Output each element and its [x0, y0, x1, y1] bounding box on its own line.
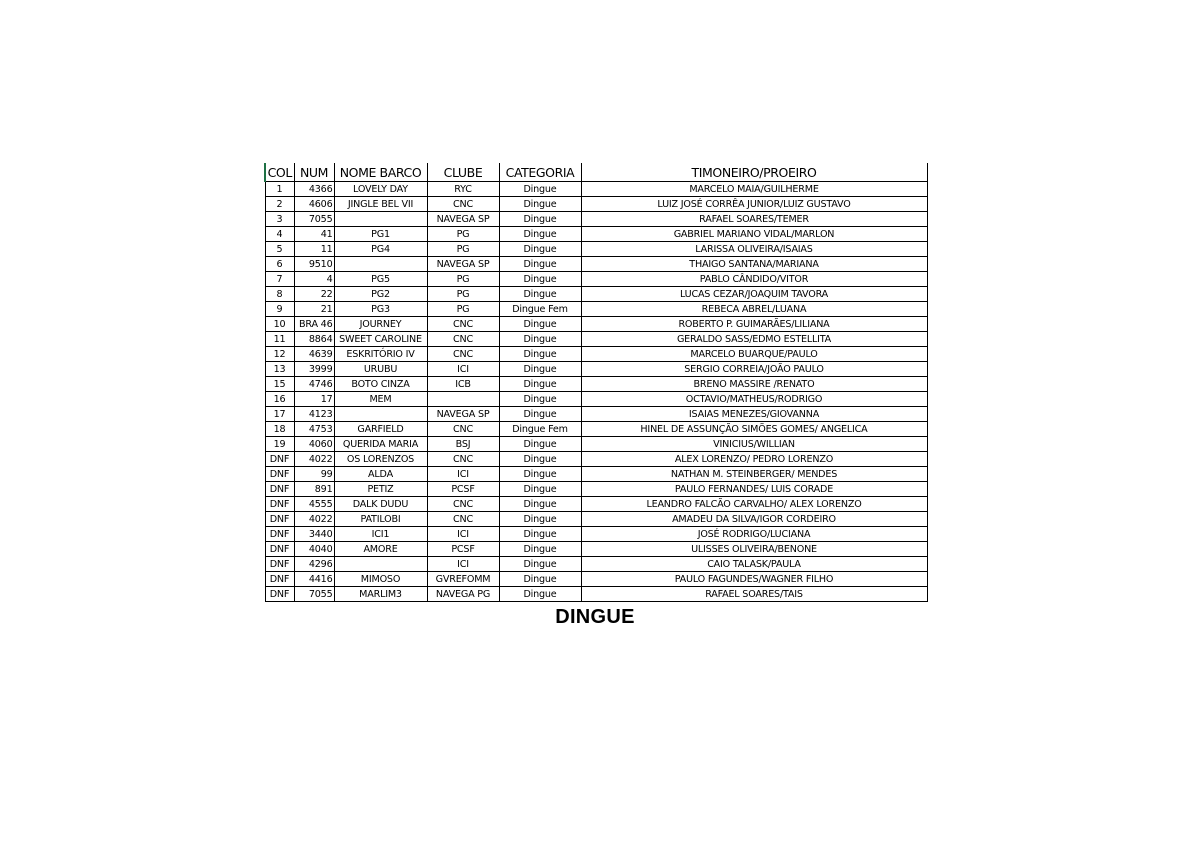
cell-timoneiro: PAULO FAGUNDES/WAGNER FILHO [581, 572, 927, 587]
cell-timoneiro: ULISSES OLIVEIRA/BENONE [581, 542, 927, 557]
cell-col: 4 [265, 227, 294, 242]
table-row [265, 512, 927, 527]
table-row [265, 497, 927, 512]
cell-clube: ICB [427, 377, 499, 392]
cell-col: DNF [265, 527, 294, 542]
cell-num: 99 [294, 467, 334, 482]
cell-timoneiro: MARCELO MAIA/GUILHERME [581, 182, 927, 197]
cell-nome-barco: PG2 [334, 287, 427, 302]
cell-categoria: Dingue [499, 287, 581, 302]
cell-clube: NAVEGA SP [427, 257, 499, 272]
cell-col: DNF [265, 467, 294, 482]
cell-categoria: Dingue [499, 497, 581, 512]
cell-nome-barco [334, 557, 427, 572]
cell-num: 4639 [294, 347, 334, 362]
cell-nome-barco: ALDA [334, 467, 427, 482]
cell-clube: NAVEGA SP [427, 407, 499, 422]
cell-num: 4123 [294, 407, 334, 422]
cell-col: DNF [265, 587, 294, 602]
header-categoria: CATEGORIA [499, 163, 581, 182]
cell-num: 4746 [294, 377, 334, 392]
cell-col: DNF [265, 452, 294, 467]
cell-nome-barco [334, 407, 427, 422]
cell-num: 7055 [294, 212, 334, 227]
cell-timoneiro: OCTAVIO/MATHEUS/RODRIGO [581, 392, 927, 407]
cell-nome-barco: ESKRITÓRIO IV [334, 347, 427, 362]
cell-categoria: Dingue [499, 362, 581, 377]
cell-col: DNF [265, 482, 294, 497]
table-row [265, 452, 927, 467]
cell-clube: CNC [427, 317, 499, 332]
cell-timoneiro: SERGIO CORREIA/JOÃO PAULO [581, 362, 927, 377]
cell-num: 22 [294, 287, 334, 302]
cell-categoria: Dingue [499, 407, 581, 422]
cell-nome-barco: DALK DUDU [334, 497, 427, 512]
cell-nome-barco: LOVELY DAY [334, 182, 427, 197]
cell-nome-barco: MIMOSO [334, 572, 427, 587]
cell-categoria: Dingue [499, 452, 581, 467]
table-row [265, 257, 927, 272]
table-row [265, 467, 927, 482]
cell-num: 41 [294, 227, 334, 242]
cell-timoneiro: LUCAS CEZAR/JOAQUIM TAVORA [581, 287, 927, 302]
table-row [265, 422, 927, 437]
cell-clube: BSJ [427, 437, 499, 452]
cell-categoria: Dingue [499, 557, 581, 572]
cell-num: 4 [294, 272, 334, 287]
cell-num: 4022 [294, 512, 334, 527]
cell-categoria: Dingue [499, 347, 581, 362]
cell-timoneiro: AMADEU DA SILVA/IGOR CORDEIRO [581, 512, 927, 527]
cell-num: 4040 [294, 542, 334, 557]
cell-categoria: Dingue [499, 197, 581, 212]
cell-categoria: Dingue [499, 227, 581, 242]
cell-col: 16 [265, 392, 294, 407]
cell-nome-barco: MEM [334, 392, 427, 407]
cell-timoneiro: GABRIEL MARIANO VIDAL/MARLON [581, 227, 927, 242]
cell-categoria: Dingue [499, 572, 581, 587]
table-row [265, 317, 927, 332]
cell-col: 12 [265, 347, 294, 362]
cell-categoria: Dingue [499, 587, 581, 602]
cell-col: 17 [265, 407, 294, 422]
table-row [265, 242, 927, 257]
cell-nome-barco: QUERIDA MARIA [334, 437, 427, 452]
cell-clube: CNC [427, 332, 499, 347]
cell-num: 4606 [294, 197, 334, 212]
table-row [265, 272, 927, 287]
cell-clube [427, 392, 499, 407]
cell-nome-barco [334, 212, 427, 227]
cell-timoneiro: ISAIAS MENEZES/GIOVANNA [581, 407, 927, 422]
cell-clube: ICI [427, 527, 499, 542]
cell-clube: ICI [427, 557, 499, 572]
cell-categoria: Dingue [499, 512, 581, 527]
cell-timoneiro: RAFAEL SOARES/TEMER [581, 212, 927, 227]
cell-col: 19 [265, 437, 294, 452]
table-row [265, 287, 927, 302]
table-row [265, 332, 927, 347]
cell-categoria: Dingue [499, 482, 581, 497]
cell-nome-barco: AMORE [334, 542, 427, 557]
cell-clube: CNC [427, 512, 499, 527]
cell-col: 6 [265, 257, 294, 272]
cell-num: 11 [294, 242, 334, 257]
cell-nome-barco [334, 257, 427, 272]
cell-col: DNF [265, 497, 294, 512]
table-row [265, 482, 927, 497]
cell-col: 8 [265, 287, 294, 302]
cell-num: 4416 [294, 572, 334, 587]
cell-col: 7 [265, 272, 294, 287]
results-table [264, 163, 928, 602]
cell-num: 4060 [294, 437, 334, 452]
cell-nome-barco: PG5 [334, 272, 427, 287]
cell-clube: RYC [427, 182, 499, 197]
cell-col: DNF [265, 557, 294, 572]
cell-categoria: Dingue [499, 437, 581, 452]
cell-num: 7055 [294, 587, 334, 602]
cell-timoneiro: LEANDRO FALCÃO CARVALHO/ ALEX LORENZO [581, 497, 927, 512]
cell-nome-barco: ICI1 [334, 527, 427, 542]
cell-clube: CNC [427, 422, 499, 437]
table-row [265, 182, 927, 197]
cell-num: 3999 [294, 362, 334, 377]
cell-timoneiro: MARCELO BUARQUE/PAULO [581, 347, 927, 362]
cell-categoria: Dingue [499, 272, 581, 287]
cell-categoria: Dingue [499, 242, 581, 257]
page-title: DINGUE [555, 606, 635, 628]
cell-clube: PG [427, 287, 499, 302]
cell-timoneiro: ROBERTO P. GUIMARÃES/LILIANA [581, 317, 927, 332]
table-row [265, 197, 927, 212]
cell-categoria: Dingue Fem [499, 302, 581, 317]
cell-nome-barco: PG4 [334, 242, 427, 257]
table-row [265, 572, 927, 587]
cell-timoneiro: HINEL DE ASSUNÇÃO SIMÕES GOMES/ ANGELICA [581, 422, 927, 437]
cell-timoneiro: BRENO MASSIRE /RENATO [581, 377, 927, 392]
cell-clube: NAVEGA SP [427, 212, 499, 227]
header-num: NUM [294, 163, 334, 182]
cell-nome-barco: BOTO CINZA [334, 377, 427, 392]
cell-timoneiro: REBECA ABREL/LUANA [581, 302, 927, 317]
cell-nome-barco: JINGLE BEL VII [334, 197, 427, 212]
cell-nome-barco: OS LORENZOS [334, 452, 427, 467]
cell-num: 4753 [294, 422, 334, 437]
cell-num: 891 [294, 482, 334, 497]
cell-clube: PG [427, 242, 499, 257]
header-clube: CLUBE [427, 163, 499, 182]
cell-num: 4296 [294, 557, 334, 572]
cell-col: 1 [265, 182, 294, 197]
table-row [265, 587, 927, 602]
cell-num: 17 [294, 392, 334, 407]
cell-col: DNF [265, 542, 294, 557]
cell-col: 3 [265, 212, 294, 227]
cell-clube: ICI [427, 467, 499, 482]
cell-timoneiro: THAIGO SANTANA/MARIANA [581, 257, 927, 272]
cell-col: 15 [265, 377, 294, 392]
cell-nome-barco: PG3 [334, 302, 427, 317]
cell-categoria: Dingue [499, 257, 581, 272]
cell-col: 9 [265, 302, 294, 317]
cell-categoria: Dingue Fem [499, 422, 581, 437]
cell-timoneiro: NATHAN M. STEINBERGER/ MENDES [581, 467, 927, 482]
table-row [265, 302, 927, 317]
cell-num: 4022 [294, 452, 334, 467]
cell-col: 18 [265, 422, 294, 437]
cell-timoneiro: JOSÉ RODRIGO/LUCIANA [581, 527, 927, 542]
header-timoneiro: TIMONEIRO/PROEIRO [581, 163, 927, 182]
cell-nome-barco: PG1 [334, 227, 427, 242]
cell-clube: NAVEGA PG [427, 587, 499, 602]
cell-num: BRA 46 [294, 317, 334, 332]
header-col: COL [265, 163, 294, 182]
cell-timoneiro: VINICIUS/WILLIAN [581, 437, 927, 452]
cell-col: 11 [265, 332, 294, 347]
cell-nome-barco: PATILOBI [334, 512, 427, 527]
cell-clube: CNC [427, 347, 499, 362]
cell-nome-barco: SWEET CAROLINE [334, 332, 427, 347]
cell-col: 2 [265, 197, 294, 212]
cell-clube: GVREFOMM [427, 572, 499, 587]
cell-col: 5 [265, 242, 294, 257]
cell-clube: PCSF [427, 482, 499, 497]
cell-num: 4555 [294, 497, 334, 512]
cell-clube: PG [427, 272, 499, 287]
cell-col: DNF [265, 512, 294, 527]
table-row [265, 212, 927, 227]
cell-nome-barco: GARFIELD [334, 422, 427, 437]
cell-timoneiro: CAIO TALASK/PAULA [581, 557, 927, 572]
cell-num: 21 [294, 302, 334, 317]
cell-timoneiro: LARISSA OLIVEIRA/ISAIAS [581, 242, 927, 257]
cell-clube: PG [427, 302, 499, 317]
table-row [265, 392, 927, 407]
cell-num: 9510 [294, 257, 334, 272]
cell-categoria: Dingue [499, 377, 581, 392]
cell-nome-barco: URUBU [334, 362, 427, 377]
cell-clube: PG [427, 227, 499, 242]
header-nome-barco: NOME BARCO [334, 163, 427, 182]
table-row [265, 377, 927, 392]
cell-timoneiro: PAULO FERNANDES/ LUIS CORADE [581, 482, 927, 497]
cell-categoria: Dingue [499, 392, 581, 407]
cell-num: 3440 [294, 527, 334, 542]
cell-timoneiro: ALEX LORENZO/ PEDRO LORENZO [581, 452, 927, 467]
cell-nome-barco: PETIZ [334, 482, 427, 497]
cell-num: 4366 [294, 182, 334, 197]
cell-timoneiro: GERALDO SASS/EDMO ESTELLITA [581, 332, 927, 347]
cell-timoneiro: LUIZ JOSÉ CORRÊA JUNIOR/LUIZ GUSTAVO [581, 197, 927, 212]
cell-nome-barco: JOURNEY [334, 317, 427, 332]
table-row [265, 407, 927, 422]
cell-num: 8864 [294, 332, 334, 347]
cell-categoria: Dingue [499, 212, 581, 227]
cell-categoria: Dingue [499, 467, 581, 482]
cell-col: 10 [265, 317, 294, 332]
cell-col: DNF [265, 572, 294, 587]
cell-categoria: Dingue [499, 332, 581, 347]
table-row [265, 362, 927, 377]
cell-clube: ICI [427, 362, 499, 377]
header-row [265, 163, 927, 182]
cell-clube: PCSF [427, 542, 499, 557]
cell-clube: CNC [427, 452, 499, 467]
table-row [265, 542, 927, 557]
cell-clube: CNC [427, 197, 499, 212]
cell-nome-barco: MARLIM3 [334, 587, 427, 602]
table-row [265, 437, 927, 452]
table-row [265, 557, 927, 572]
cell-clube: CNC [427, 497, 499, 512]
cell-timoneiro: RAFAEL SOARES/TAIS [581, 587, 927, 602]
cell-categoria: Dingue [499, 527, 581, 542]
table-row [265, 227, 927, 242]
cell-categoria: Dingue [499, 542, 581, 557]
table-row [265, 527, 927, 542]
cell-categoria: Dingue [499, 317, 581, 332]
cell-col: 13 [265, 362, 294, 377]
table-row [265, 347, 927, 362]
cell-timoneiro: PABLO CÂNDIDO/VITOR [581, 272, 927, 287]
cell-categoria: Dingue [499, 182, 581, 197]
